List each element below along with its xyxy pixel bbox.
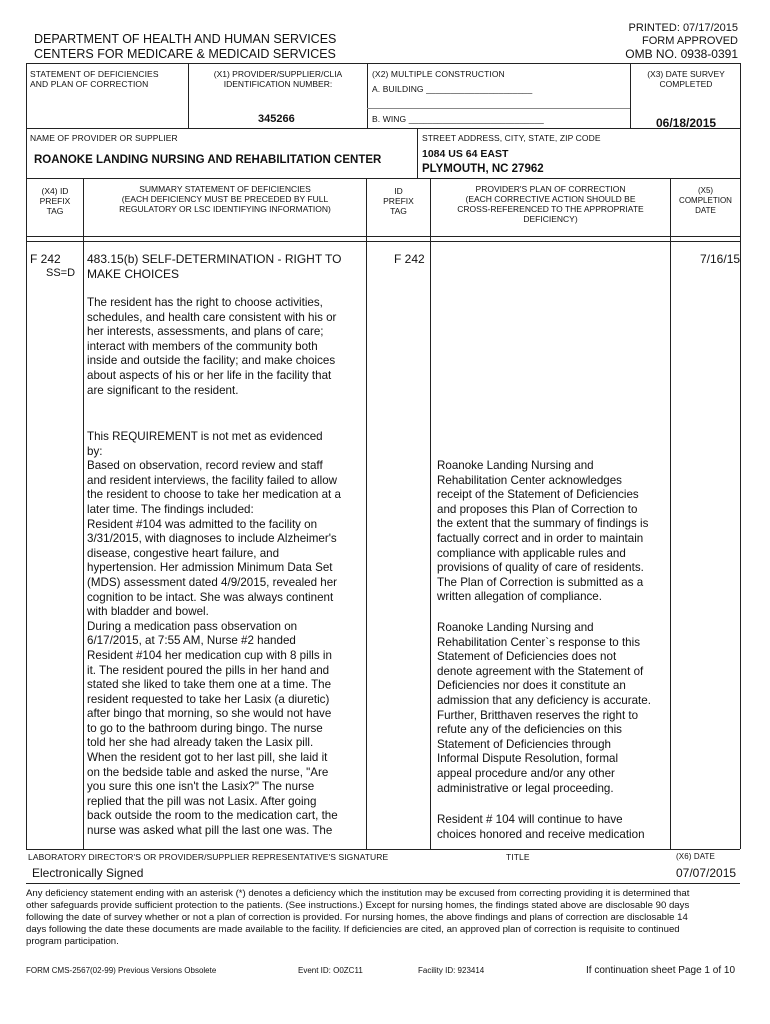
building-label: A. BUILDING ______________________ [372,84,533,94]
deficiency-tag: F 242 [30,252,61,266]
regulation-text: The resident has the right to choose activities, schedules, and health care consistent with his or her interests, assessments, and plans of care; interact with members of the community both inside and outside the facility; and make choices about aspects of his or her life in the facility that are significant to the resident. [87,296,337,397]
signature-bottom-line [26,883,740,884]
address-line2: PLYMOUTH, NC 27962 [422,163,544,175]
signature-date: 07/07/2015 [676,866,737,880]
col-div-2 [366,178,367,849]
divider-x3 [630,63,631,128]
table-bottom-line [26,849,740,850]
col-div-3 [430,178,431,849]
statement-label: STATEMENT OF DEFICIENCIES AND PLAN OF CORRECTION [30,69,159,89]
plan-response: Roanoke Landing Nursing and Rehabilitation Center`s response to this Statement of Deficiencies does not denote agreement with the Statement of Deficiencies nor does it constitute an admission that any deficiency is accurate. Further, Britthaven reserves the right to refute any of the deficiencies on this Statement of Deficiencies through Informal Dispute Resolution, formal appeal procedure and/or any other administrative or legal proceeding. [437,621,651,795]
provider-id-number: 345266 [258,113,295,125]
grid-right-border [740,63,741,849]
wing-label: B. WING ____________________________ [372,114,544,124]
omb-number: OMB NO. 0938-0391 [625,47,738,61]
divider-x1 [188,63,189,128]
grid-line-4 [26,241,740,242]
disclaimer-text: Any deficiency statement ending with an asterisk (*) denotes a deficiency which the institution may be excused from correcting providing it is determined that other safeguards provide sufficient protection to the patients. (See instructions.) Except for nursing homes, the findings stated above are disclosable 90 days following the date of survey whether or not a plan of correction is provided. For nursing homes, the above findings and plans of correction are disclosable 14 days following the date these documents are made available to the facility. If deficiencies are cited, an approved plan of correction is requisite to continued program participation. [26,888,690,947]
x1-label: (X1) PROVIDER/SUPPLIER/CLIA IDENTIFICATION NUMBER: [213,69,343,89]
event-id: Event ID: O0ZC11 [298,966,363,975]
grid-line-2 [26,178,740,179]
col-header-x5: (X5) COMPLETION DATE [679,186,732,215]
scope-severity: SS=D [46,267,76,279]
x2-label: (X2) MULTIPLE CONSTRUCTION [372,69,505,79]
page-indicator: If continuation sheet Page 1 of 10 [586,965,735,976]
form-number: FORM CMS-2567(02-99) Previous Versions Obsolete [26,966,217,975]
col-div-4 [670,178,671,849]
x3-label: (X3) DATE SURVEY COMPLETED [647,69,725,89]
col-header-summary: SUMMARY STATEMENT OF DEFICIENCIES (EACH DEFICIENCY MUST BE PRECEDED BY FULL REGULATORY OR LSC IDENTIFYING INFORMATION) [119,184,331,214]
signature-label: LABORATORY DIRECTOR'S OR PROVIDER/SUPPLIER REPRESENTATIVE'S SIGNATURE [28,852,389,862]
col-div-1 [83,178,84,849]
plan-corrective-action: Resident # 104 will continue to have choices honored and receive medication [437,813,645,841]
signature-title-label: TITLE [506,852,530,862]
address-label: STREET ADDRESS, CITY, STATE, ZIP CODE [422,133,601,143]
x2-separator [367,108,630,109]
completion-date: 7/16/15 [700,252,741,266]
grid-line-3 [26,236,740,237]
findings-text: This REQUIREMENT is not met as evidenced by: Based on observation, record review and staff and resident interviews, the facility failed to allow the resident to choose to take her medication at a later time. The findings included: Resident #104 was admitted to the facility on 3/31/2015, with diagnoses to include Alzheimer's disease, congestive heart failure, and hypertension. Her admission Minimum Data Set (MDS) assessment dated 4/9/2015, revealed her cognition to be intact. She was always continent with bladder and bowel. During a medication pass observation on 6/17/2015, at 7:55 AM, Nurse #2 handed Resident #104 her medication cup with 8 pills in it. The resident poured the pills in her hand and stated she liked to take them one at a time. The resident requested to take her Lasix (a diuretic) after bingo that morning, so she would not have to go to the bathroom during bingo. The nurse told her she had already taken the Lasix pill. When the resident got to her last pill, she laid it on the bedside table and asked the nurse, "Are you sure this one isn't the Lasix?" The nurse replied that the pill was not Lasix. After going back outside the room to the medication cart, the nurse was asked what pill the last one was. The [87,430,341,838]
plan-tag: F 242 [394,252,425,266]
department-title: DEPARTMENT OF HEALTH AND HUMAN SERVICES [34,32,337,46]
grid-line-1 [26,128,740,129]
signature-date-label: (X6) DATE [676,852,715,861]
grid-top-line [26,63,740,64]
facility-id: Facility ID: 923414 [418,966,485,975]
agency-title: CENTERS FOR MEDICARE & MEDICAID SERVICES [34,47,336,61]
col-header-id: ID PREFIX TAG [383,186,414,216]
provider-name: ROANOKE LANDING NURSING AND REHABILITATION CENTER [34,154,382,166]
divider-x2 [367,63,368,128]
printed-date: PRINTED: 07/17/2015 [628,22,738,34]
signature-value: Electronically Signed [32,866,144,880]
form-approved: FORM APPROVED [642,35,738,47]
survey-completed-date: 06/18/2015 [656,116,717,130]
grid-left-border [26,63,27,849]
col-header-plan: PROVIDER'S PLAN OF CORRECTION (EACH CORRECTIVE ACTION SHOULD BE CROSS-REFERENCED TO THE APPROPRIATE DEFICIENCY) [457,184,644,224]
deficiency-title: 483.15(b) SELF-DETERMINATION - RIGHT TO MAKE CHOICES [87,252,342,281]
address-line1: 1084 US 64 EAST [422,148,509,160]
provider-name-label: NAME OF PROVIDER OR SUPPLIER [30,133,178,143]
divider-address [417,128,418,178]
plan-acknowledgement: Roanoke Landing Nursing and Rehabilitation Center acknowledges receipt of the Statement of Deficiencies and proposes this Plan of Correction to the extent that the summary of findings is factually correct and in order to maintain compliance with applicable rules and provisions of quality of care of residents. The Plan of Correction is submitted as a written allegation of compliance. [437,459,649,604]
col-header-x4: (X4) ID PREFIX TAG [39,186,71,216]
